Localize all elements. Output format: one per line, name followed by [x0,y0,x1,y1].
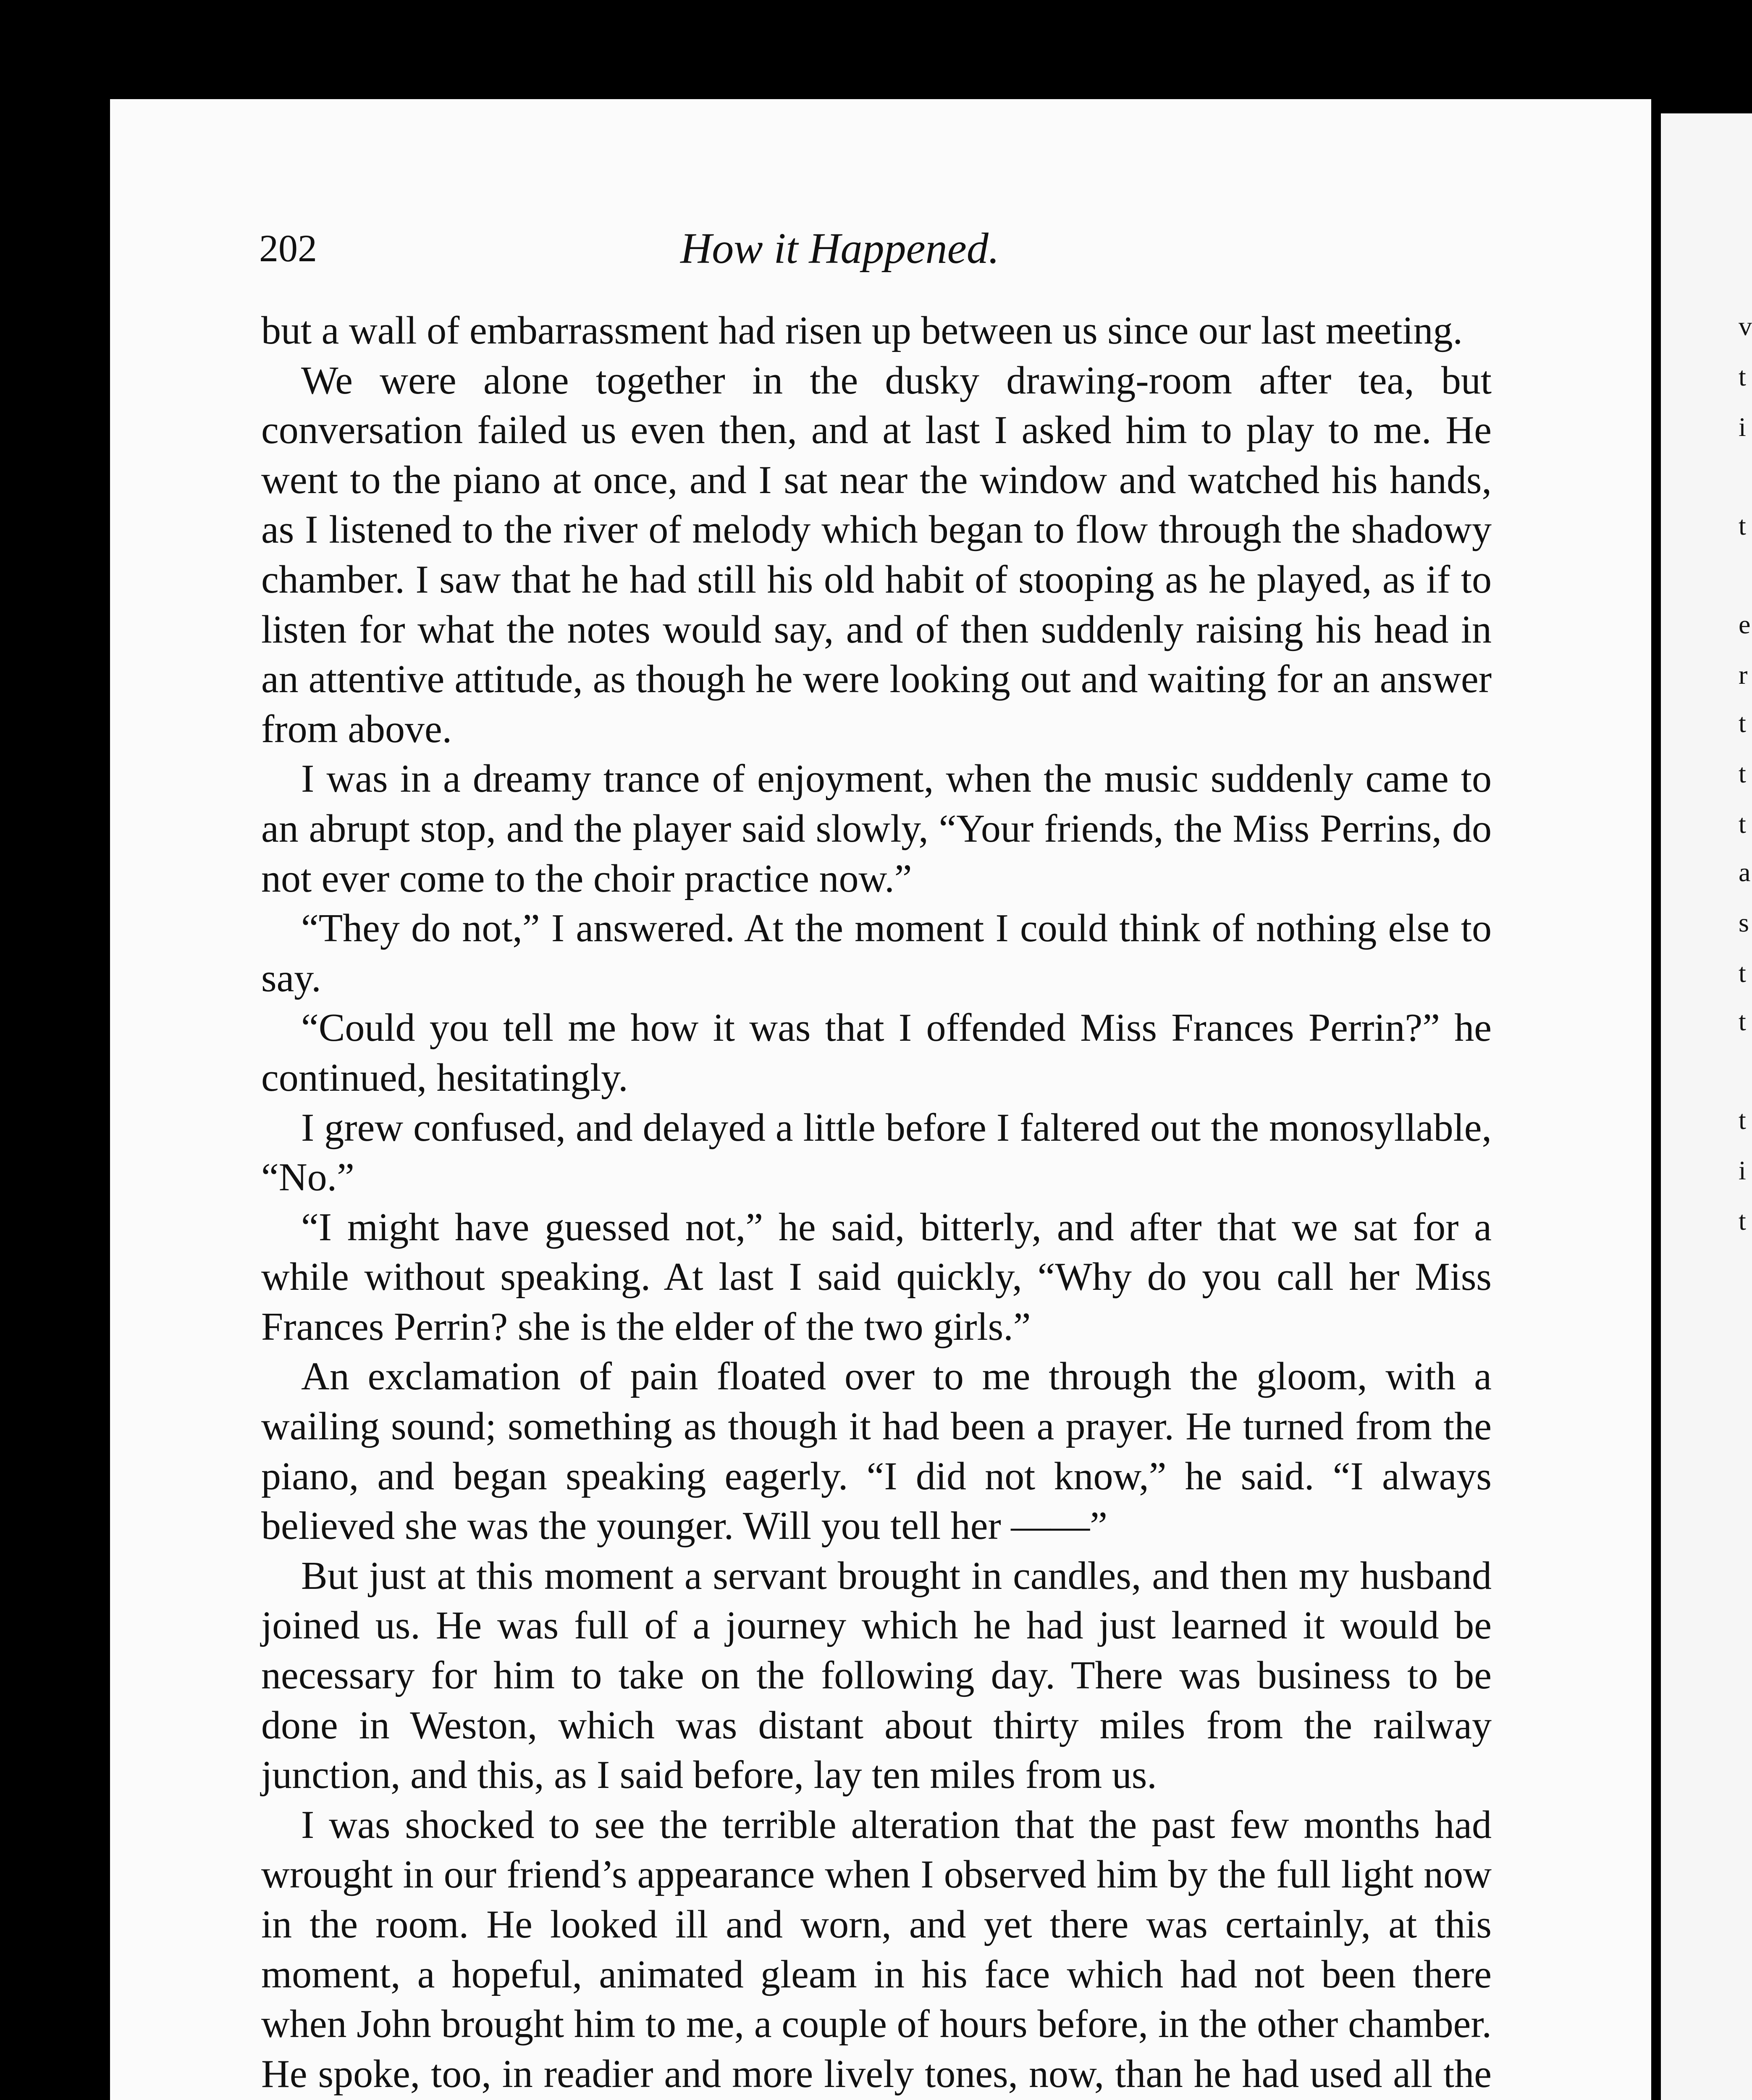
facing-page-letter: t [1739,708,1746,738]
facing-page-letter: v [1739,311,1752,341]
facing-page-letter: t [1739,362,1746,391]
paragraph: I was shocked to see the terrible alteration that the past few months had wrought in our friend’s appearance when I observed him by the full light now in the room. He looked ill and worn, and yet there was certainly, at this moment, a hopeful, animated gleam in his face which had not been there when John brought him to me, a couple of hours before, in the other chamber. He spoke, too, in readier and more lively tones, now, than he had used all the [261,1803,1492,2096]
facing-page-letter: t [1739,958,1746,988]
facing-page-letter: i [1739,412,1746,442]
page-number: 202 [259,227,317,270]
facing-page-edge [1661,113,1752,2100]
paragraph: We were alone together in the dusky drawing-room after tea, but conversation failed us even then, and at last I asked him to play to me. He went to the piano at once, and I sat near the window and watched his hands, as I listened to the river of melody which began to flow through the shadowy chamber. I saw that he had still his old habit of stooping as he played, as if to listen for what the notes would say, and of then suddenly raising his head in an attentive attitude, as though he were looking out and waiting for an answer from above. [261,358,1492,751]
facing-page-letter: t [1739,809,1746,839]
body-text [261,306,1492,2100]
paragraph: “They do not,” I answered. At the moment I could think of nothing else to say. [261,906,1492,1000]
paragraph: I was in a dreamy trance of enjoyment, when the music suddenly came to an abrupt stop, and the player said slowly, “Your friends, the Miss Perrins, do not ever come to the choir practice now.” [261,757,1492,900]
facing-page-letter: t [1739,1105,1746,1135]
paragraph: An exclamation of pain floated over to me through the gloom, with a wailing sound; something as though it had been a prayer. He turned from the piano, and began speaking eagerly. “I did not know,” he said. “I always believed she was the younger. Will you tell her ——” [261,1354,1492,1548]
facing-page-letter: i [1739,1155,1746,1185]
facing-page-letter: e [1739,609,1751,639]
facing-page-letter: t [1739,511,1746,541]
paragraph: “Could you tell me how it was that I offended Miss Frances Perrin?” he continued, hesitatingly. [261,1006,1492,1100]
facing-page-letter: t [1739,1206,1746,1236]
facing-page-letter: s [1739,908,1749,937]
running-title: How it Happened. [680,224,999,273]
paragraph: But just at this moment a servant brought in candles, and then my husband joined us. He was full of a journey which he had just learned it would be necessary for him to take on the following day. There was business to be done in Weston, which was distant about thirty miles from the railway junction, and this, as I said before, lay ten miles from us. [261,1554,1492,1797]
facing-page-letter: r [1739,660,1748,690]
facing-page-letter: a [1739,857,1751,887]
paragraph: “I might have guessed not,” he said, bitterly, and after that we sat for a while without speaking. At last I said quickly, “Why do you call her Miss Frances Perrin? she is the elder of the two girls.” [261,1205,1492,1349]
facing-page-letter: t [1739,759,1746,788]
facing-page-letter: t [1739,1006,1746,1036]
paragraph: but a wall of embarrassment had risen up between us since our last meeting. [261,309,1463,352]
paragraph: I grew confused, and delayed a little before I faltered out the monosyllable, “No.” [261,1105,1492,1200]
